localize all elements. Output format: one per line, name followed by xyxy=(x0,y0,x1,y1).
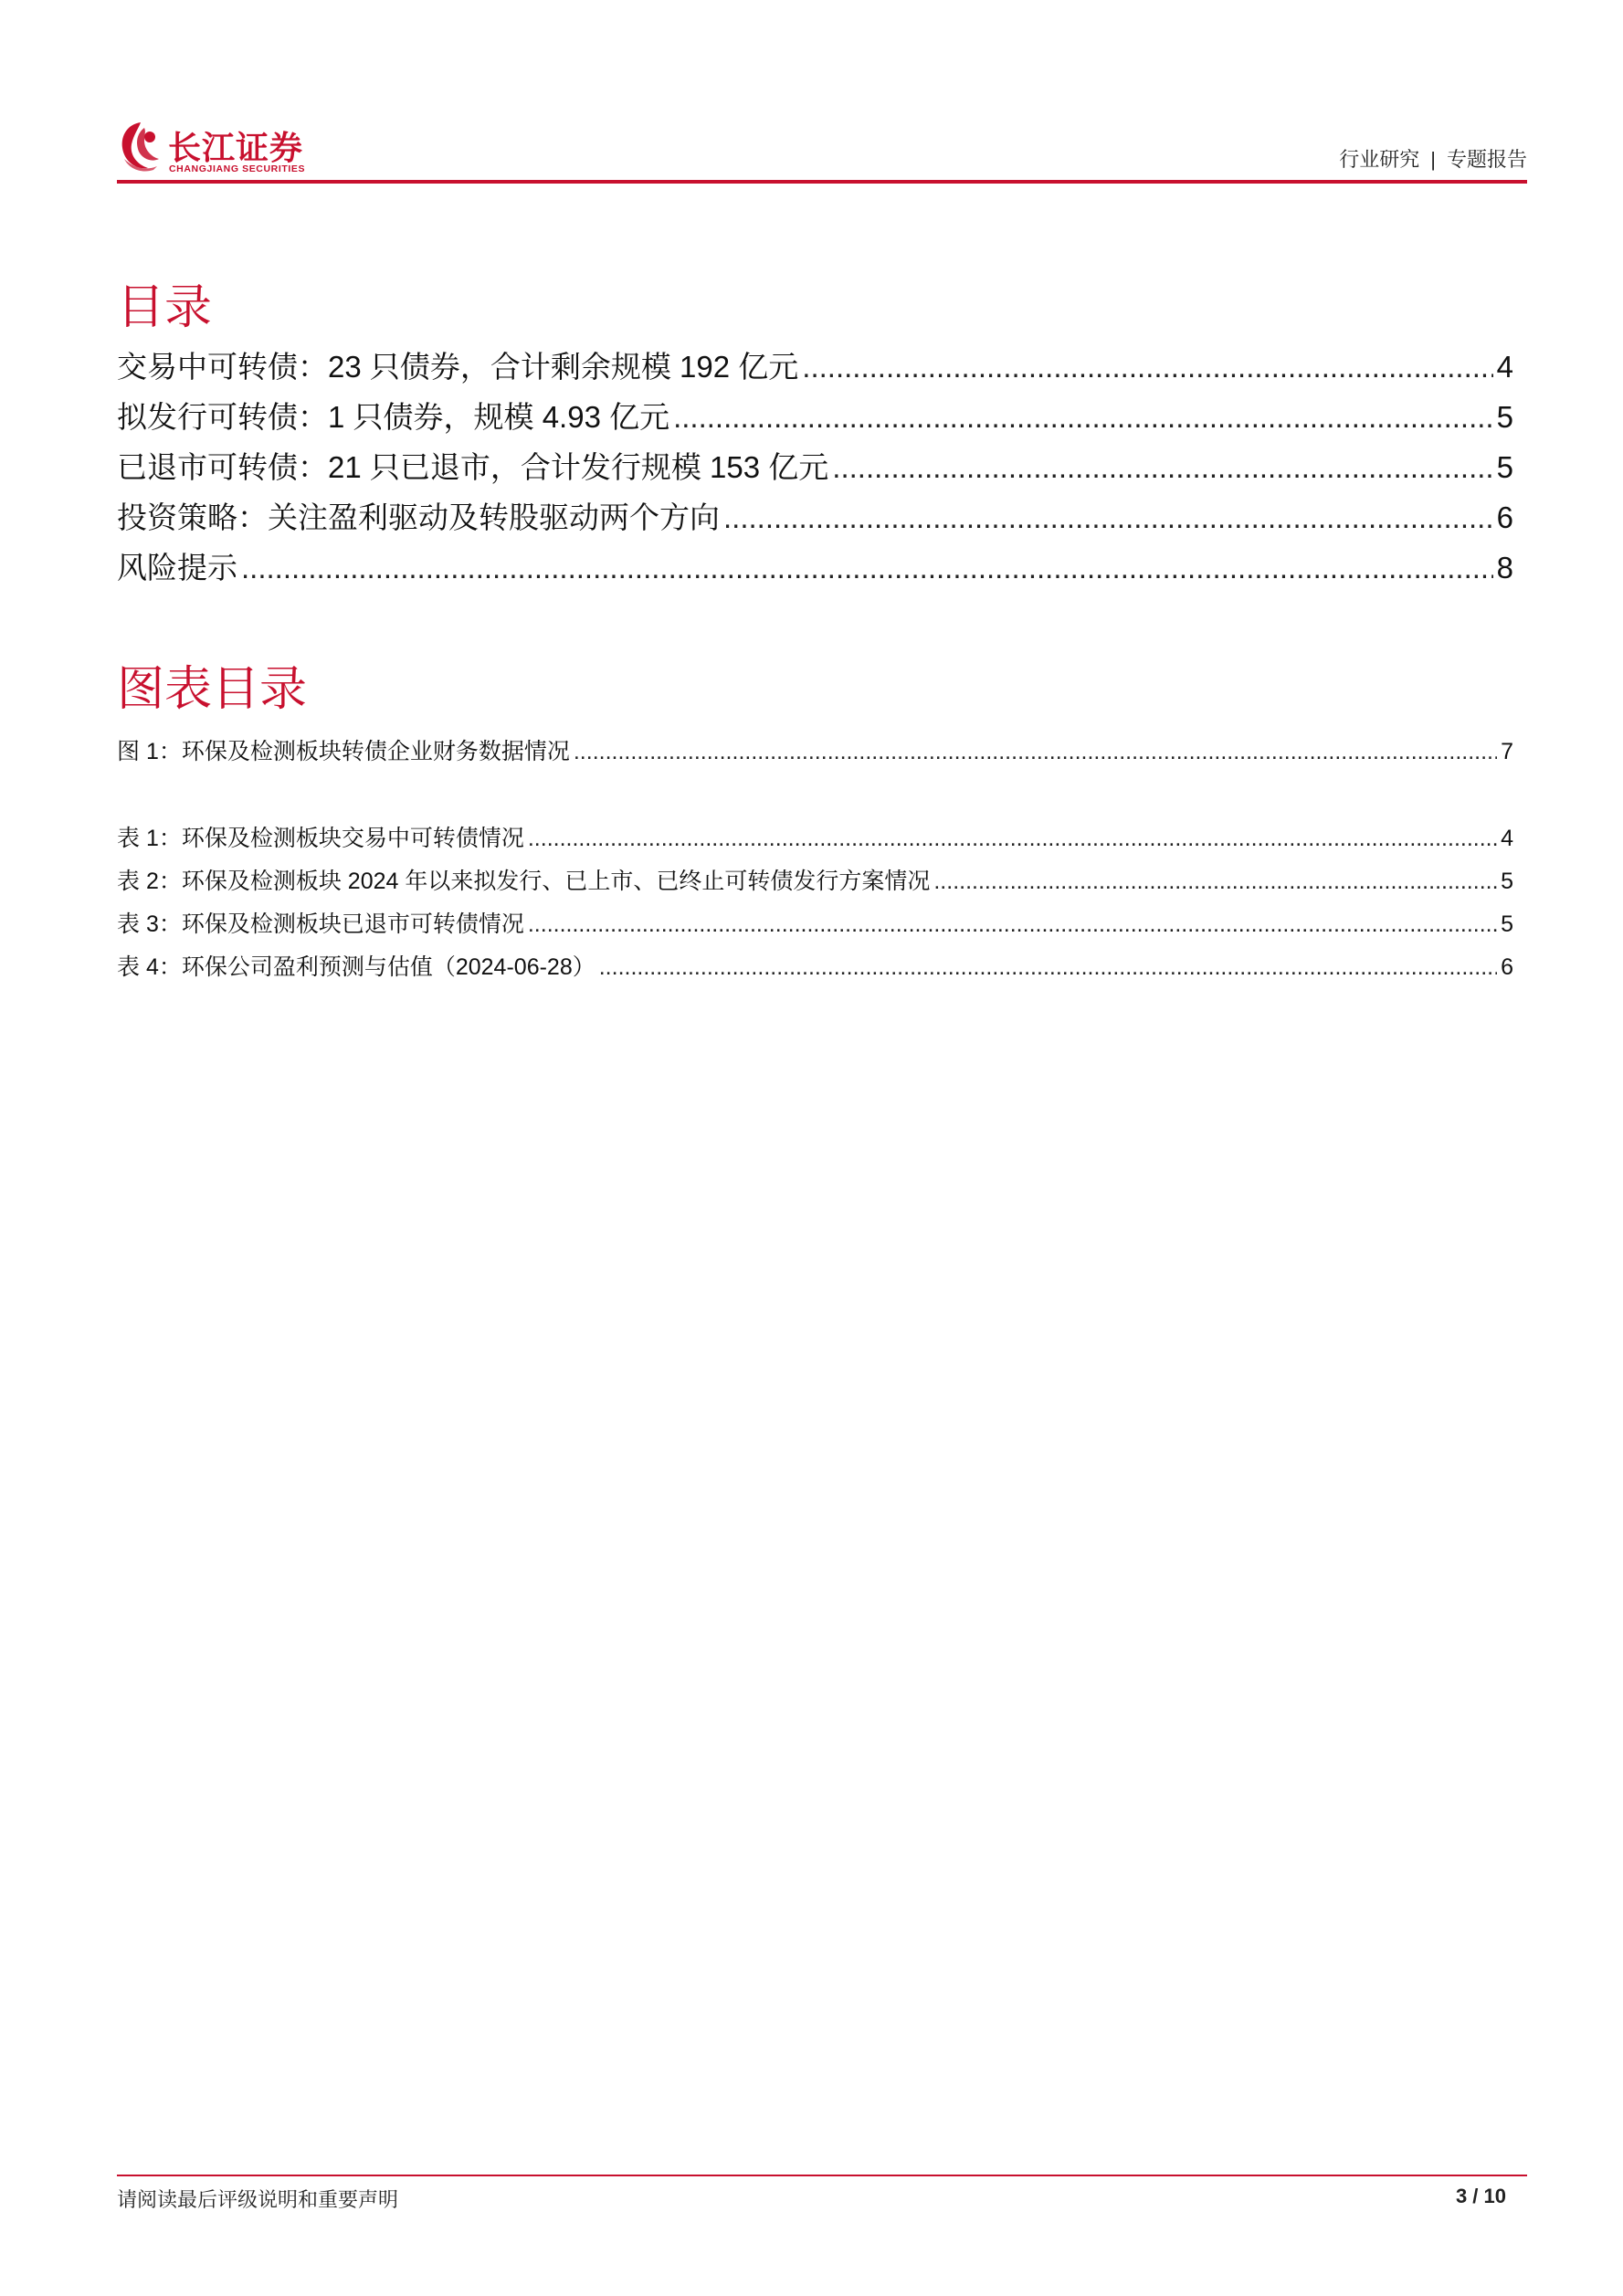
table-toc-label: 表 4：环保公司盈利预测与估值（2024-06-28） xyxy=(117,954,595,980)
page-number: 3 / 10 xyxy=(1455,2185,1506,2207)
toc-item-page: 8 xyxy=(1496,551,1513,585)
table-toc-item[interactable] xyxy=(117,906,1513,939)
page-header xyxy=(117,110,1527,183)
toc-leader-dots xyxy=(723,500,1493,535)
logo-emblem-icon xyxy=(117,119,164,174)
figure-toc-page: 7 xyxy=(1501,739,1513,764)
report-category xyxy=(1339,144,1527,173)
table-toc-page: 5 xyxy=(1501,869,1513,894)
toc-item[interactable] xyxy=(117,544,1513,587)
toc-item-page: 6 xyxy=(1496,500,1513,534)
toc-item-label: 投资策略：关注盈利驱动及转股驱动两个方向 xyxy=(117,500,720,534)
footer-disclaimer: 请阅读最后评级说明和重要声明 xyxy=(117,2188,399,2211)
table-toc-label: 表 1：环保及检测板块交易中可转债情况 xyxy=(117,826,524,851)
toc-leader-dots xyxy=(933,869,1497,895)
toc-leader-dots xyxy=(574,739,1497,765)
table-toc-label: 表 2：环保及检测板块 2024 年以来拟发行、已上市、已终止可转债发行方案情况 xyxy=(117,869,931,894)
table-toc-label: 表 3：环保及检测板块已退市可转债情况 xyxy=(117,911,524,937)
toc-leader-dots xyxy=(528,826,1497,852)
toc-title: 目录 xyxy=(117,281,213,334)
table-toc-item[interactable] xyxy=(117,863,1513,896)
toc-leader-dots xyxy=(802,350,1492,384)
table-toc-page: 4 xyxy=(1501,826,1513,851)
toc-item[interactable] xyxy=(117,444,1513,487)
toc-item[interactable] xyxy=(117,343,1513,386)
table-toc-page: 5 xyxy=(1501,911,1513,937)
logo-text-cn: 长江证券 xyxy=(168,129,304,166)
toc-item-label: 交易中可转债：23 只债券，合计剩余规模 192 亿元 xyxy=(117,350,799,384)
table-toc-page: 6 xyxy=(1501,954,1513,980)
category-label: 行业研究 xyxy=(1339,148,1420,171)
logo-text-en: CHANGJIANG SECURITIES xyxy=(169,163,306,174)
company-logo xyxy=(117,119,354,183)
toc-item-label: 风险提示 xyxy=(117,551,237,585)
toc-leader-dots xyxy=(673,400,1493,435)
table-toc-item[interactable] xyxy=(117,949,1513,982)
toc-item-page: 5 xyxy=(1496,400,1513,434)
toc-item[interactable] xyxy=(117,394,1513,437)
toc-item-label: 已退市可转债：21 只已退市，合计发行规模 153 亿元 xyxy=(117,450,829,484)
figures-toc-title: 图表目录 xyxy=(117,663,308,716)
report-type-label: 专题报告 xyxy=(1446,148,1527,171)
category-separator: | xyxy=(1430,148,1436,171)
table-toc-item[interactable] xyxy=(117,820,1513,853)
footer-rule xyxy=(117,2175,1527,2176)
figure-toc-item[interactable] xyxy=(117,733,1513,766)
toc-leader-dots xyxy=(832,450,1492,485)
figure-toc-label: 图 1：环保及检测板块转债企业财务数据情况 xyxy=(117,739,570,764)
toc-leader-dots xyxy=(528,911,1497,938)
toc-item-label: 拟发行可转债：1 只债券，规模 4.93 亿元 xyxy=(117,400,670,434)
toc-item-page: 5 xyxy=(1496,450,1513,484)
toc-leader-dots xyxy=(241,551,1493,585)
toc-leader-dots xyxy=(599,954,1497,981)
header-rule xyxy=(117,180,1527,184)
toc-item-page: 4 xyxy=(1496,350,1513,384)
toc-item[interactable] xyxy=(117,494,1513,537)
